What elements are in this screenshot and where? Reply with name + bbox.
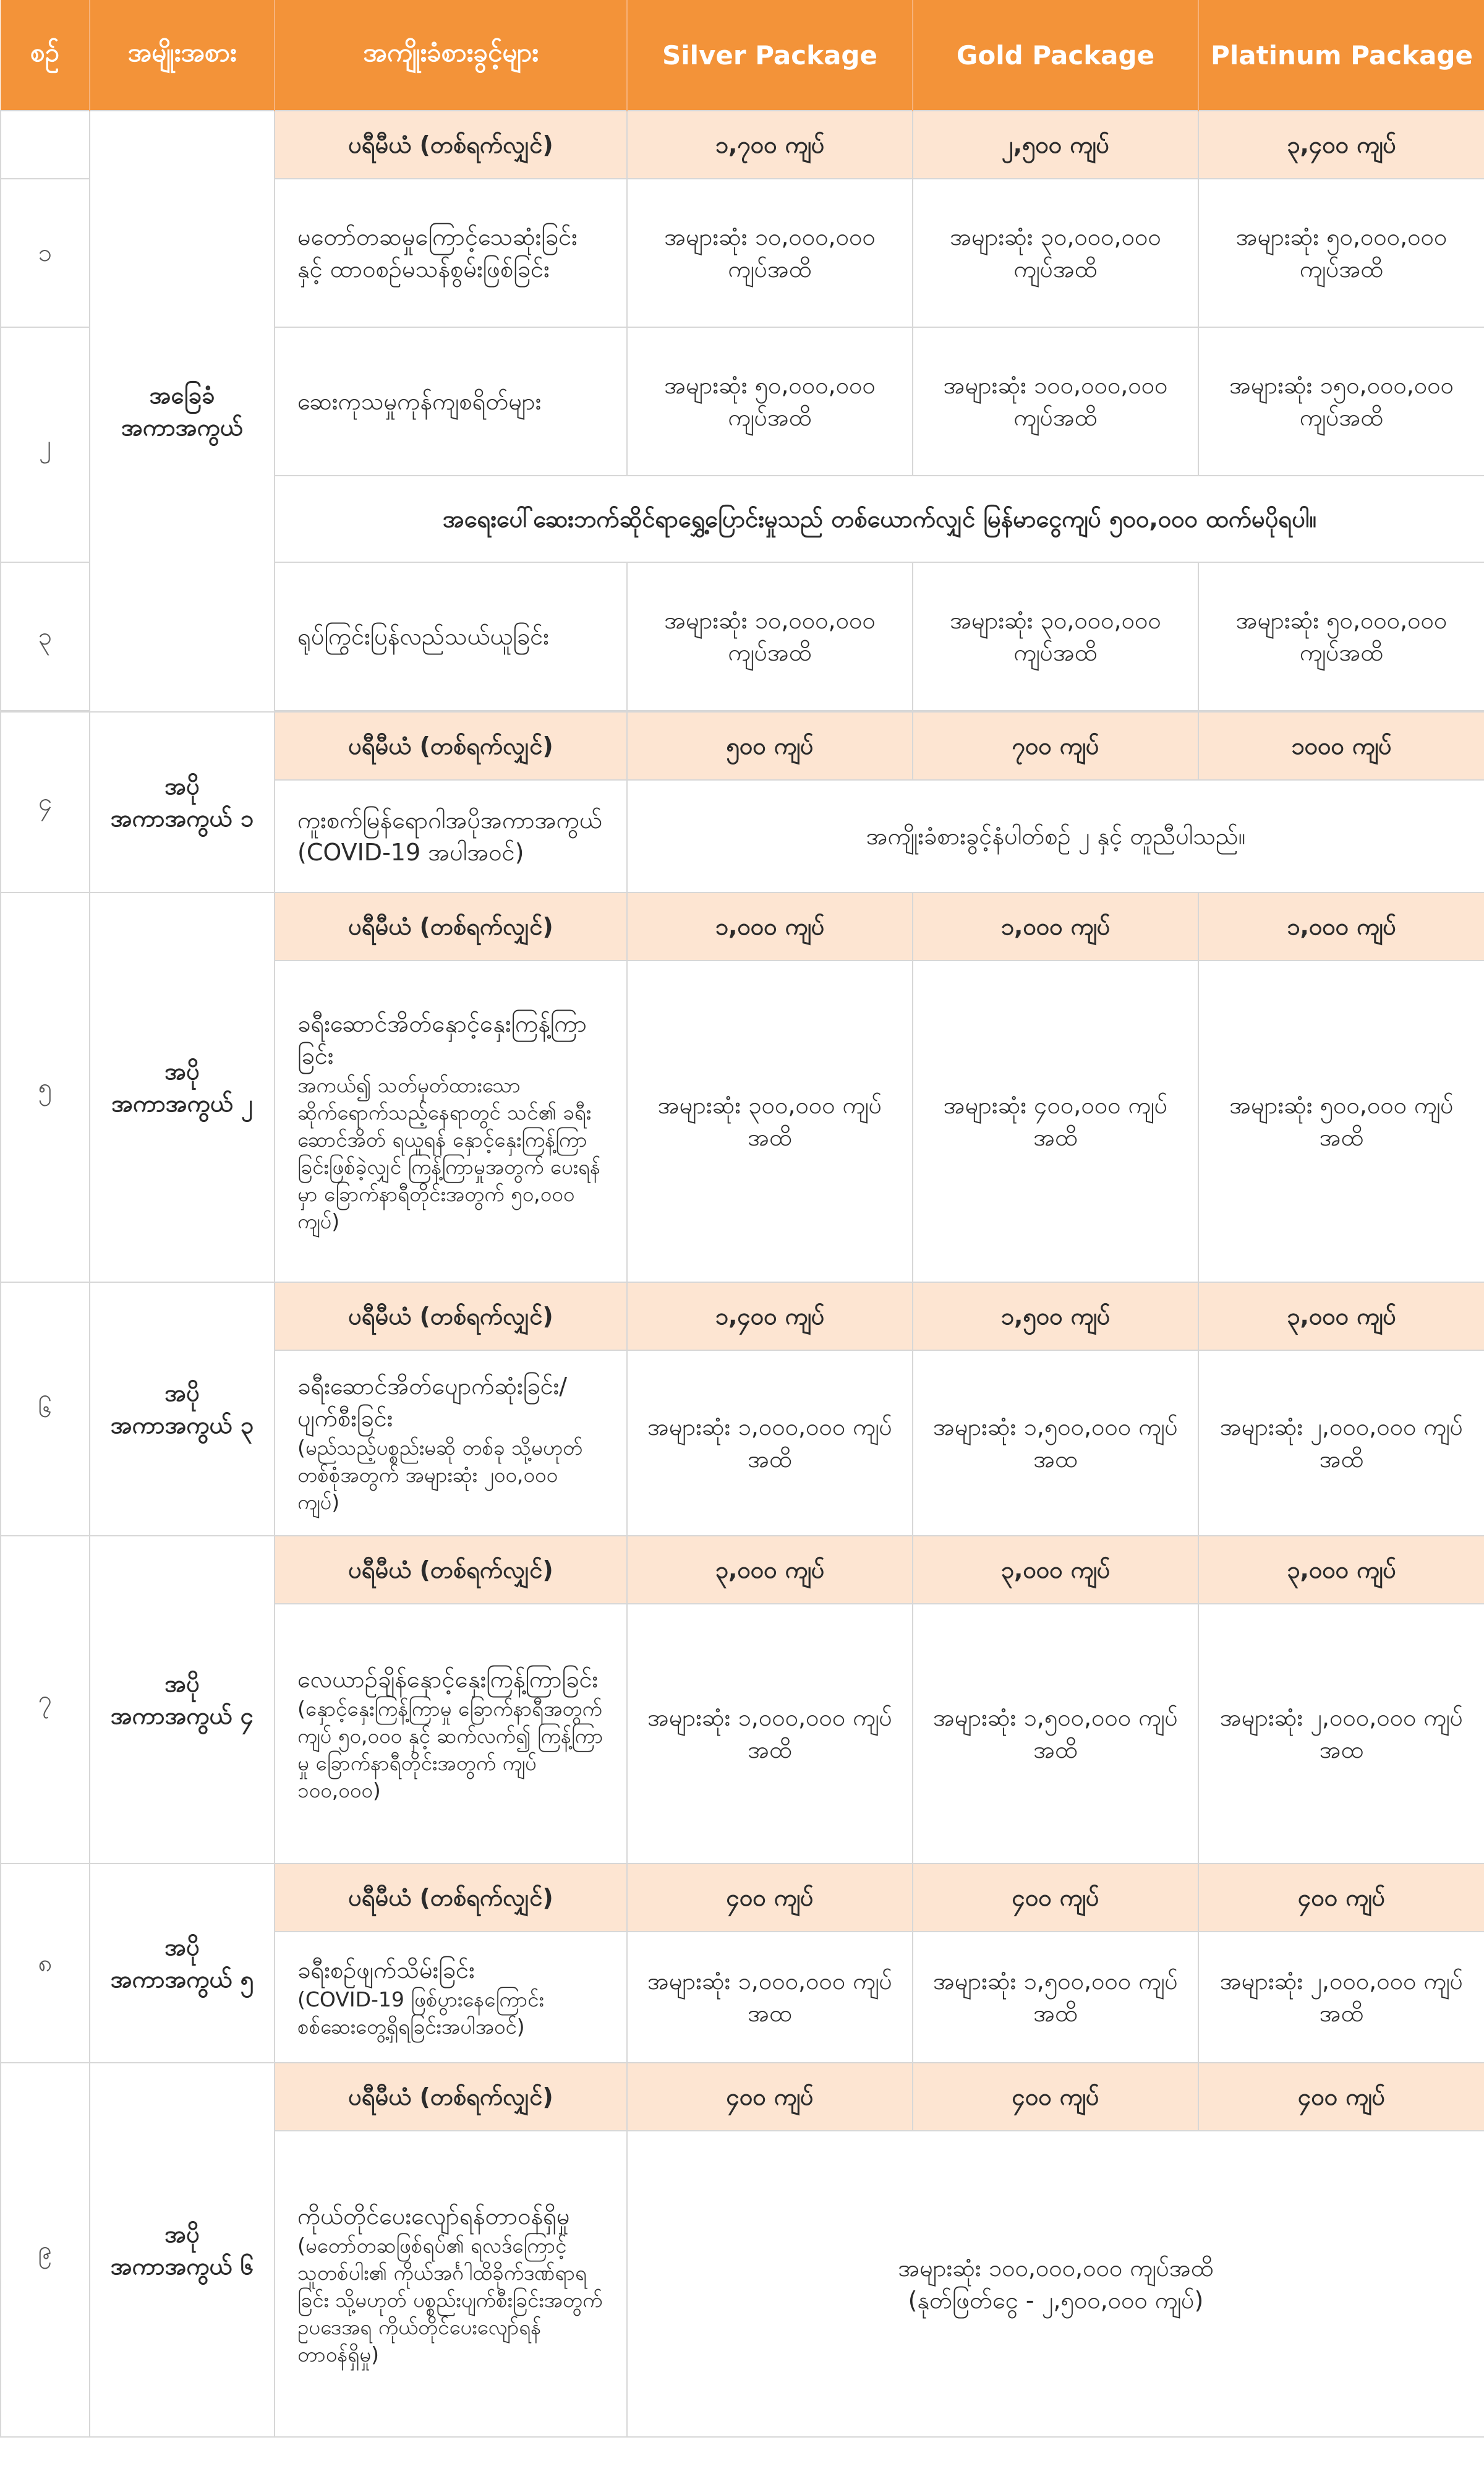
premium-gold: ၇၀၀ ကျပ် [913, 712, 1198, 780]
category-cell: အပိုအကာအကွယ် ၅ [90, 1864, 275, 2063]
row-number: ၃ [1, 562, 90, 711]
premium-label: ပရီမီယံ (တစ်ရက်လျှင်) [275, 111, 627, 179]
gold-value: အများဆုံး ၁,၅၀၀,၀၀၀ ကျပ်အထ [913, 1350, 1198, 1536]
silver-value: အများဆုံး ၃၀၀,၀၀၀ ကျပ်အထိ [627, 961, 913, 1282]
row-number: ၂ [1, 327, 90, 562]
benefit-cell [275, 1350, 627, 1536]
benefit-name: ကိုယ်တိုင်ပေးလျော်ရန်တာဝန်ရှိမှု [297, 2202, 570, 2230]
premium-label: ပရီမီယံ (တစ်ရက်လျှင်) [275, 1536, 627, 1604]
premium-row [1, 712, 1484, 780]
premium-platinum: ၄၀၀ ကျပ် [1198, 1864, 1484, 1932]
premium-silver: ၄၀၀ ကျပ် [627, 1864, 913, 1932]
platinum-value: အများဆုံး ၅၀၀,၀၀၀ ကျပ်အထိ [1198, 961, 1484, 1282]
row-number: ၁ [1, 179, 90, 327]
premium-platinum: ၁၀၀၀ ကျပ် [1198, 712, 1484, 780]
silver-value: အများဆုံး ၁၀,၀၀၀,၀၀၀ ကျပ်အထိ [627, 562, 913, 711]
gold-value: အများဆုံး ၃၀,၀၀၀,၀၀၀ ကျပ်အထိ [913, 562, 1198, 711]
premium-row [1, 2063, 1484, 2131]
benefit-note: (မည်သည့်ပစ္စည်းမဆို တစ်ခု သို့မဟုတ် တစ်စုံအတွက် အများဆုံး ၂၀၀,၀၀၀ ကျပ်) [297, 1436, 583, 1514]
gold-value: အများဆုံး ၃၀,၀၀၀,၀၀၀ ကျပ်အထိ [913, 179, 1198, 327]
platinum-value: အများဆုံး ၁၅၀,၀၀၀,၀၀၀ ကျပ်အထိ [1198, 327, 1484, 476]
silver-value: အများဆုံး ၁၀,၀၀၀,၀၀၀ ကျပ်အထိ [627, 179, 913, 327]
benefit-cell [275, 2131, 627, 2437]
premium-gold: ၃,၀၀၀ ကျပ် [913, 1536, 1198, 1604]
benefit-cell [275, 961, 627, 1282]
benefit-cell [275, 1604, 627, 1864]
row-number: ၄ [1, 712, 90, 893]
premium-silver: ၁,၄၀၀ ကျပ် [627, 1282, 913, 1350]
deductible-note: (နုတ်ဖြတ်ငွေ - ၂,၅၀၀,၀၀၀ ကျပ်) [908, 2286, 1204, 2314]
gold-value: အများဆုံး ၄၀၀,၀၀၀ ကျပ်အထိ [913, 961, 1198, 1282]
benefit-name: ခရီးဆောင်အိတ်ပျောက်ဆုံးခြင်း/ပျက်စီးခြင်း [297, 1372, 568, 1432]
benefit-name: လေယာဉ်ချိန်နှောင့်နှေးကြန့်ကြာခြင်း [297, 1666, 599, 1693]
category-cell: အခြေခံအကာအကွယ် [90, 111, 275, 712]
premium-platinum: ၃,၀၀၀ ကျပ် [1198, 1536, 1484, 1604]
benefit-cell [275, 1932, 627, 2063]
benefit-name: ဆေးကုသမှုကုန်ကျစရိတ်များ [275, 327, 627, 476]
premium-label: ပရီမီယံ (တစ်ရက်လျှင်) [275, 893, 627, 961]
empty-cell [1, 111, 90, 179]
benefit-note: (မတော်တဆဖြစ်ရပ်၏ ရလဒ်ကြောင့် သူတစ်ပါး၏ ကိုယ်အင်္ဂါထိခိုက်ဒဏ်ရာရခြင်း သို့မဟုတ် ပစ္စည်းပျက်စီးခြင်းအတွက် ဥပဒေအရ ကိုယ်တိုင်ပေးလျော်ရန် တာဝန်ရှိမှု) [297, 2233, 603, 2366]
same-as-benefit-2: အကျိုးခံစားခွင့်နံပါတ်စဉ် ၂ နှင့် တူညီပါသည်။ [627, 780, 1484, 893]
benefit-name: ခရီးစဉ်ဖျက်သိမ်းခြင်း [297, 1956, 475, 1984]
row-number: ၉ [1, 2063, 90, 2437]
platinum-value: အများဆုံး ၂,၀၀၀,၀၀၀ ကျပ်အထ [1198, 1604, 1484, 1864]
gold-value: အများဆုံး ၁၀၀,၀၀၀,၀၀၀ ကျပ်အထိ [913, 327, 1198, 476]
liability-value-cell [627, 2131, 1484, 2437]
silver-value: အများဆုံး ၁,၀၀၀,၀၀၀ ကျပ်အထ [627, 1932, 913, 2063]
silver-value: အများဆုံး ၅၀,၀၀၀,၀၀၀ ကျပ်အထိ [627, 327, 913, 476]
premium-row [1, 893, 1484, 961]
premium-gold: ၄၀၀ ကျပ် [913, 2063, 1198, 2131]
header-benefit: အကျိုးခံစားခွင့်များ [275, 0, 627, 111]
benefit-note: အကယ်၍ သတ်မှတ်ထားသော ဆိုက်ရောက်သည့်နေရာတွင် သင်၏ ခရီးဆောင်အိတ် ရယူရန် နှောင့်နှေးကြန့်ကြာခြင်းဖြစ်ခဲ့လျှင် ကြန့်ကြာမှုအတွက် ပေးရန်မှာ ခြောက်နာရီတိုင်းအတွက် ၅၀,၀၀၀ ကျပ်) [297, 1073, 601, 1233]
premium-silver: ၅၀၀ ကျပ် [627, 712, 913, 780]
category-cell: အပိုအကာအကွယ် ၂ [90, 893, 275, 1282]
premium-platinum: ၁,၀၀၀ ကျပ် [1198, 893, 1484, 961]
premium-silver: ၁,၇၀၀ ကျပ် [627, 111, 913, 179]
row-number: ၇ [1, 1536, 90, 1864]
benefit-name: မတော်တဆမှုကြောင့်သေဆုံးခြင်း နှင့် ထာဝစဉ်မသန်စွမ်းဖြစ်ခြင်း [275, 179, 627, 327]
premium-platinum: ၄၀၀ ကျပ် [1198, 2063, 1484, 2131]
row-number: ၆ [1, 1282, 90, 1536]
table-header-row [1, 0, 1484, 111]
premium-platinum: ၃,၀၀၀ ကျပ် [1198, 1282, 1484, 1350]
header-type: အမျိုးအစား [90, 0, 275, 111]
premium-label: ပရီမီယံ (တစ်ရက်လျှင်) [275, 712, 627, 780]
premium-gold: ၂,၅၀၀ ကျပ် [913, 111, 1198, 179]
premium-row [1, 1282, 1484, 1350]
premium-silver: ၄၀၀ ကျပ် [627, 2063, 913, 2131]
benefit-name: ခရီးဆောင်အိတ်နှောင့်နှေးကြန့်ကြာခြင်း [297, 1010, 587, 1069]
premium-gold: ၁,၀၀၀ ကျပ် [913, 893, 1198, 961]
liability-value: အများဆုံး ၁၀၀,၀၀၀,၀၀၀ ကျပ်အထိ [898, 2254, 1214, 2282]
category-cell: အပိုအကာအကွယ် ၆ [90, 2063, 275, 2437]
header-gold: Gold Package [913, 0, 1198, 111]
benefit-name: ကူးစက်မြန်ရောဂါအပိုအကာအကွယ် (COVID-19 အပါအဝင်) [275, 780, 627, 893]
header-platinum: Platinum Package [1198, 0, 1484, 111]
row-number: ၈ [1, 1864, 90, 2063]
premium-platinum: ၃,၄၀၀ ကျပ် [1198, 111, 1484, 179]
benefit-note: (COVID-19 ဖြစ်ပွားနေကြောင်း စစ်ဆေးတွေ့ရှိရခြင်းအပါအဝင်) [297, 1987, 544, 2039]
benefit-note: (နှောင့်နှေးကြန့်ကြာမှု ခြောက်နာရီအတွက် ကျပ် ၅၀,၀၀၀ နှင့် ဆက်လက်၍ ကြန့်ကြာမှု ခြောက်နာရီတိုင်းအတွက် ကျပ် ၁၀၀,၀၀၀) [297, 1697, 603, 1802]
silver-value: အများဆုံး ၁,၀၀၀,၀၀၀ ကျပ်အထိ [627, 1604, 913, 1864]
premium-silver: ၁,၀၀၀ ကျပ် [627, 893, 913, 961]
benefit-name: ရုပ်ကြွင်းပြန်လည်သယ်ယူခြင်း [275, 562, 627, 711]
platinum-value: အများဆုံး ၂,၀၀၀,၀၀၀ ကျပ်အထိ [1198, 1932, 1484, 2063]
gold-value: အများဆုံး ၁,၅၀၀,၀၀၀ ကျပ်အထိ [913, 1604, 1198, 1864]
premium-gold: ၁,၅၀၀ ကျပ် [913, 1282, 1198, 1350]
silver-value: အများဆုံး ၁,၀၀၀,၀၀၀ ကျပ်အထိ [627, 1350, 913, 1536]
premium-label: ပရီမီယံ (တစ်ရက်လျှင်) [275, 1282, 627, 1350]
gold-value: အများဆုံး ၁,၅၀၀,၀၀၀ ကျပ်အထိ [913, 1932, 1198, 2063]
header-silver: Silver Package [627, 0, 913, 111]
premium-silver: ၃,၀၀၀ ကျပ် [627, 1536, 913, 1604]
premium-row [1, 1864, 1484, 1932]
platinum-value: အများဆုံး ၂,၀၀၀,၀၀၀ ကျပ်အထိ [1198, 1350, 1484, 1536]
header-no: စဉ် [1, 0, 90, 111]
premium-label: ပရီမီယံ (တစ်ရက်လျှင်) [275, 2063, 627, 2131]
premium-label: ပရီမီယံ (တစ်ရက်လျှင်) [275, 1864, 627, 1932]
evacuation-notice: အရေးပေါ်ဆေးဘက်ဆိုင်ရာရွှေ့ပြောင်းမှုသည် တစ်ယောက်လျှင် မြန်မာငွေကျပ် ၅၀၀,၀၀၀ ထက်မပိုရပါ။ [275, 476, 1484, 562]
premium-row [1, 1536, 1484, 1604]
premium-row [1, 111, 1484, 179]
platinum-value: အများဆုံး ၅၀,၀၀၀,၀၀၀ ကျပ်အထိ [1198, 562, 1484, 711]
category-cell: အပိုအကာအကွယ် ၃ [90, 1282, 275, 1536]
premium-gold: ၄၀၀ ကျပ် [913, 1864, 1198, 1932]
category-cell: အပိုအကာအကွယ် ၁ [90, 712, 275, 893]
row-number: ၅ [1, 893, 90, 1282]
category-cell: အပိုအကာအကွယ် ၄ [90, 1536, 275, 1864]
platinum-value: အများဆုံး ၅၀,၀၀၀,၀၀၀ ကျပ်အထိ [1198, 179, 1484, 327]
